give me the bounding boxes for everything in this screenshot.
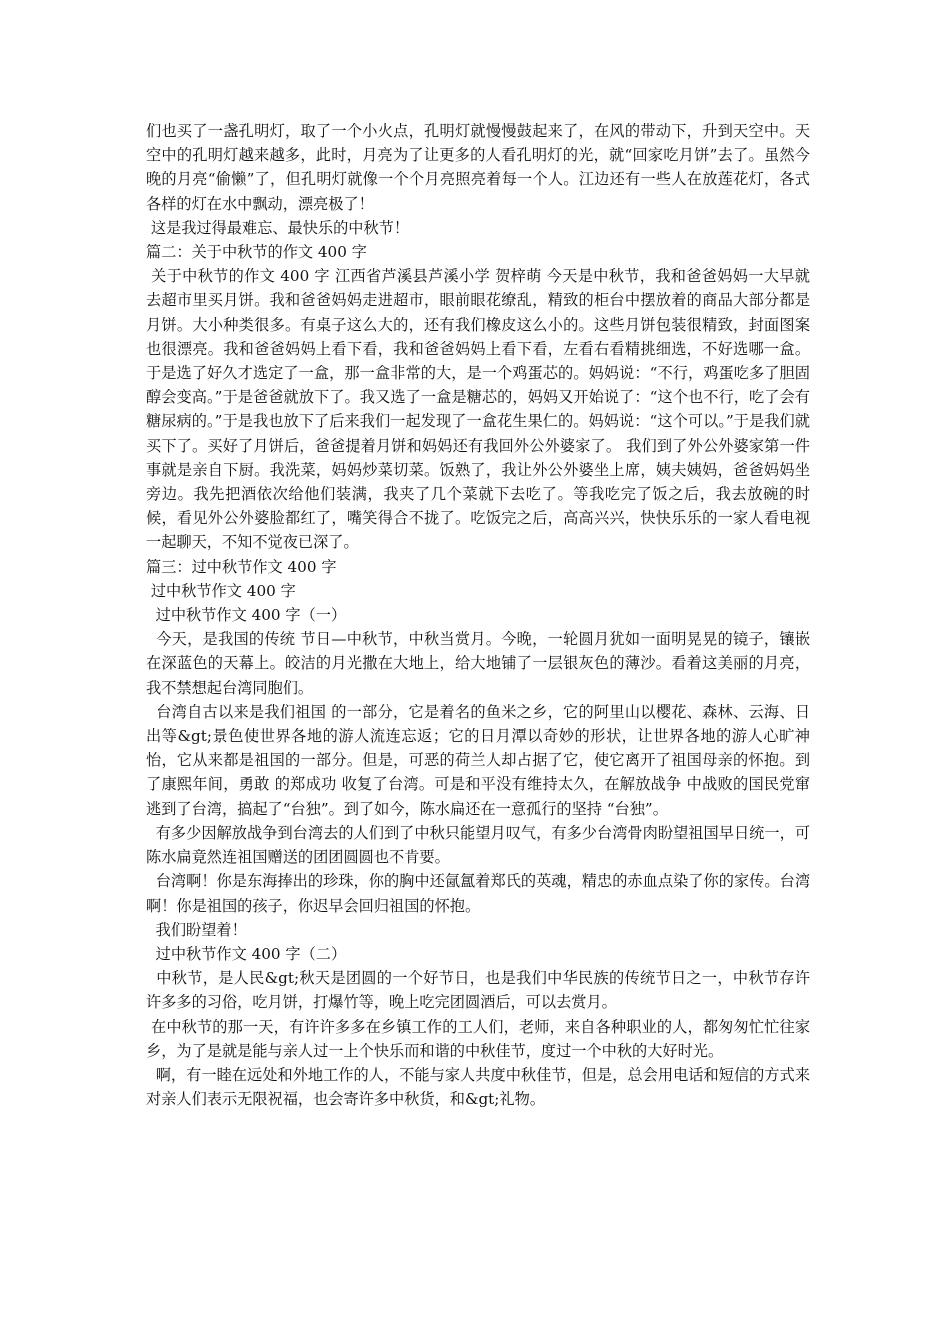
paragraph-taiwan-history: 台湾自古以来是我们祖国 的一部分，它是着名的鱼米之乡，它的阿里山以樱花、森林、云海、日出等&gt;景色使世界各地的游人流连忘返；它的日月潭以奇妙的形状，让世界各地的游人心旷神怡，它从来都是祖国的一部分。但是，可恶的荷兰人却占据了它，使它离开了祖国母亲的怀抱。到了康熙年间，勇敢 的郑成功 收复了台湾。可是和平没有维持太久，在解放战争 中战败的国民党窜逃到了台湾，搞起了“台独”。到了如今，陈水扁还在一意孤行的坚持 “台独”。 <box>146 702 811 818</box>
paragraph-we-await: 我们盼望着！ <box>146 920 247 939</box>
paragraph-most-memorable: 这是我过得最难忘、最快乐的中秋节！ <box>146 218 410 237</box>
section-heading-part-three: 篇三：过中秋节作文 400 字 <box>146 557 337 576</box>
paragraph-going-home: 在中秋节的那一天，有许许多多在乡镇工作的工人们，老师，来自各种职业的人，都匆匆忙忙往家乡，为了是就是能与亲人过一上个快乐而和谐的中秋佳节，度过一个中秋的大好时光。 <box>146 1017 811 1060</box>
section-heading-part-two: 篇二：关于中秋节的作文 400 字 <box>146 243 367 262</box>
paragraph-mooncake-shopping: 关于中秋节的作文 400 字 江西省芦溪县芦溪小学 贺梓萌 今天是中秋节，我和爸爸妈妈一大早就去超市里买月饼。我和爸爸妈妈走进超市，眼前眼花缭乱，精致的柜台中摆放着的商品大部分都是月饼。大小种类很多。有桌子这么大的，还有我们橡皮这么小的。这些月饼包装很精致，封面图案也很漂亮。我和爸爸妈妈上看下看，我和爸爸妈妈上看下看，左看右看精挑细选，不好选哪一盒。于是选了好久才选定了一盒，那一盒非常的大，是一个鸡蛋芯的。妈妈说：“不行，鸡蛋吃多了胆固醇会变高。”于是爸爸就放下了。我又选了一盒是糖芯的，妈妈又开始说了：“这个也不行，吃了会有糖尿病的。”于是我也放下了后来我们一起发现了一盒花生果仁的。妈妈说：“这个可以。”于是我们就买下了。买好了月饼后，爸爸提着月饼和妈妈还有我回外公外婆家了。 我们到了外公外婆家第一件事就是亲自下厨。我洗菜，妈妈炒菜切菜。饭熟了，我让外公外婆坐上席，姨夫姨妈，爸爸妈妈坐旁边。我先把酒依次给他们装满，我夹了几个菜就下去吃了。等我吃完了饭之后，我去放碗的时候，看见外公外婆脸都红了，嘴笑得合不拢了。吃饭完之后，高高兴兴，快快乐乐的一家人看电视一起聊天，不知不觉夜已深了。 <box>146 267 810 552</box>
paragraph-reunification-hope: 有多少因解放战争到台湾去的人们到了中秋只能望月叹气，有多少台湾骨肉盼望祖国早日统一，可陈水扁竟然连祖国赠送的团团圆圆也不肯要。 <box>146 823 811 867</box>
paragraph-taiwan-pearl: 台湾啊！你是东海捧出的珍珠，你的胸中还氤氲着郑氏的英魂，精忠的赤血点染了你的家传。台湾啊！你是祖国的孩子，你迟早会回归祖国的怀抱。 <box>146 872 811 915</box>
paragraph-far-away-workers: 啊，有一睦在远处和外地工作的人，不能与家人共度中秋佳节，但是，总会用电话和短信的方式来对亲人们表示无限祝福，也会寄许多中秋货，和&gt;礼物。 <box>146 1065 811 1109</box>
paragraph-festival-customs: 中秋节，是人民&gt;秋天是团圆的一个好节日，也是我们中华民族的传统节日之一，中秋节存许许多多的习俗，吃月饼，打爆竹等，晚上吃完团圆酒后，可以去赏月。 <box>146 969 810 1012</box>
paragraph-lantern-continuation: 们也买了一盏孔明灯，取了一个小火点，孔明灯就慢慢鼓起来了，在风的带动下，升到天空中。天空中的孔明灯越来越多，此时，月亮为了让更多的人看孔明灯的光，就“回家吃月饼”去了。虽然今晚的月亮“偷懒”了，但孔明灯就像一个个月亮照亮着每一个人。江边还有一些人在放莲花灯，各式各样的灯在水中飘动，漂亮极了！ <box>146 122 810 213</box>
paragraph-tonight-moon: 今天，是我国的传统 节日—中秋节，中秋当赏月。今晚，一轮圆月犹如一面明晃晃的镜子，镶嵌在深蓝色的天幕上。皎洁的月光撒在大地上，给大地铺了一层银灰色的薄沙。看着这美丽的月亮，我不禁想起台湾同胞们。 <box>146 630 811 697</box>
document-body <box>146 119 810 1111</box>
essay-title: 过中秋节作文 400 字 <box>146 581 296 600</box>
essay-subtitle-two: 过中秋节作文 400 字（二） <box>146 944 347 963</box>
essay-subtitle-one: 过中秋节作文 400 字（一） <box>146 606 347 625</box>
